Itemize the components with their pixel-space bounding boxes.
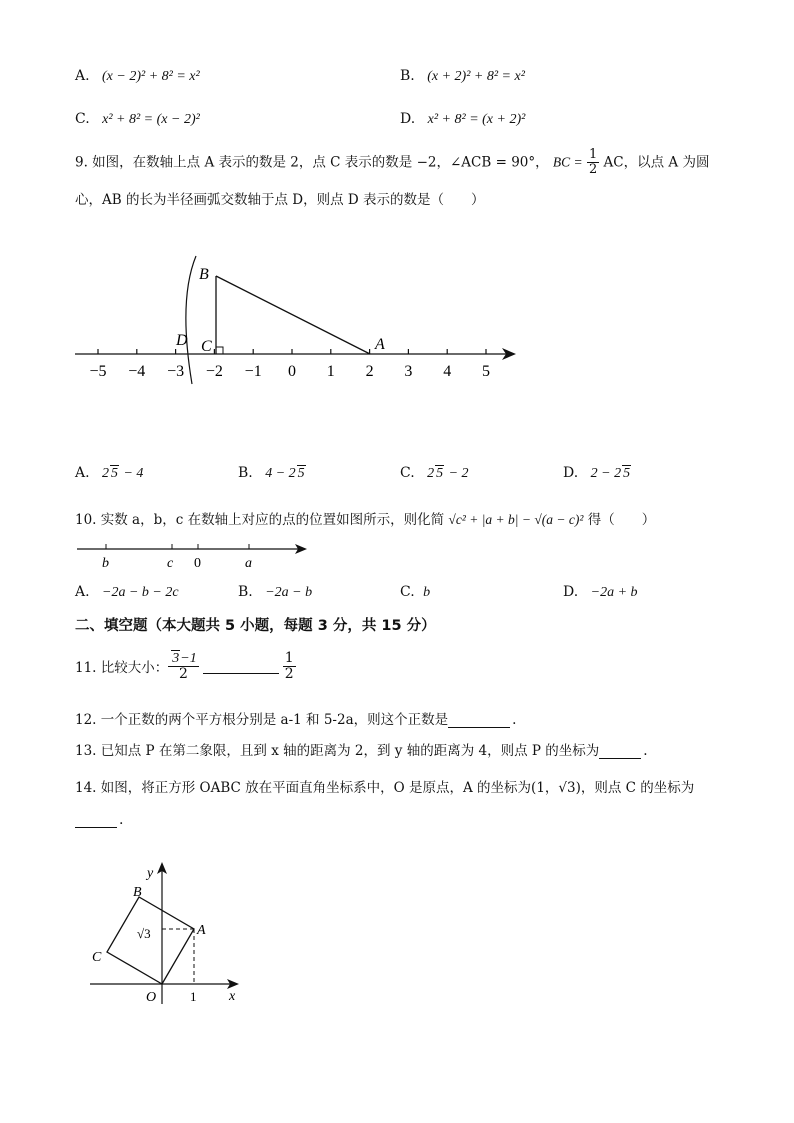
q8-option-d (400, 111, 525, 128)
q9-stem-line1 (75, 148, 709, 178)
q8-option-c (75, 111, 200, 128)
option-pre: 2 (102, 466, 110, 481)
q12-answer-blank[interactable] (448, 713, 510, 728)
label-c: C (201, 338, 212, 355)
label-o: O (146, 990, 157, 1005)
numerator-rest: −1 (180, 651, 197, 666)
q14-answer-blank[interactable] (75, 813, 117, 828)
label-b: B (199, 266, 209, 283)
q9-text-bc: BC = (552, 154, 583, 170)
option-label: B. (238, 465, 253, 481)
tick-label: 3 (404, 363, 413, 380)
option-expression: b (423, 585, 431, 600)
radicand: 3 (172, 651, 180, 666)
tick-label: 1 (326, 363, 335, 380)
option-label: C. (400, 465, 415, 481)
denominator: 2 (179, 666, 188, 683)
option-label: B. (400, 68, 415, 84)
option-label: D. (400, 111, 416, 127)
radicand: 5 (297, 466, 305, 481)
option-label: A. (75, 584, 90, 600)
option-expression: (x + 2)² + 8² = x² (427, 69, 525, 84)
q9-number-line-figure (70, 250, 530, 390)
q11-left-fraction (168, 650, 198, 683)
label-b: B (133, 885, 142, 900)
q13-text: 13. 已知点 P 在第二象限，且到 x 轴的距离为 2，到 y 轴的距离为 4，则点 P 的坐标为 (75, 743, 600, 759)
option-expression: −2a − b − 2c (102, 585, 179, 600)
q14-answer-line (75, 812, 123, 828)
q11-answer-blank[interactable] (203, 659, 279, 674)
q9-text-b: AC，以点 A 为圆 (603, 154, 710, 171)
label-sqrt3: √3 (137, 926, 151, 941)
arc (186, 256, 196, 384)
q9-option-a (75, 465, 143, 482)
radicand: 5 (436, 466, 444, 481)
q11-stem (75, 650, 296, 683)
q9-stem-line2 (75, 188, 484, 208)
option-post: − 2 (448, 466, 469, 481)
q10-option-d (563, 584, 638, 601)
option-expression: x² + 8² = (x − 2)² (102, 112, 200, 127)
section-heading: 二、填空题（本大题共 5 小题，每题 3 分，共 15 分） (75, 618, 436, 634)
q11-right-fraction (283, 651, 296, 683)
label-y: y (147, 866, 154, 881)
q11-text: 11. 比较大小： (75, 660, 169, 677)
q14-end: . (119, 812, 124, 828)
label-d: D (176, 332, 188, 349)
q12-text: 12. 一个正数的两个平方根分别是 a-1 和 5-2a，则这个正数是 (75, 712, 449, 728)
tick-label: −1 (244, 363, 262, 380)
q10-stem (75, 508, 655, 528)
label-a: A (375, 336, 385, 353)
label-x: x (229, 989, 236, 1004)
q14-stem (75, 776, 694, 796)
option-label: B. (238, 584, 253, 600)
option-label: C. (75, 111, 90, 127)
option-post: − 4 (123, 466, 144, 481)
label-a: A (197, 923, 206, 938)
q13-stem (75, 739, 648, 759)
q8-option-b (400, 68, 525, 85)
tick-label: 5 (482, 363, 490, 380)
tick-label: 4 (443, 363, 452, 380)
q9-fraction (587, 148, 599, 178)
label-a: a (245, 556, 252, 571)
option-label: D. (563, 584, 579, 600)
q10-expression: √c² + |a + b| − √(a − c)² (448, 512, 584, 527)
label-c: C (92, 950, 102, 965)
option-expression: −2a + b (590, 585, 638, 600)
option-label: A. (75, 68, 90, 84)
option-expression: −2a − b (265, 585, 313, 600)
radicand: 5 (111, 466, 119, 481)
tick-label: −3 (167, 363, 185, 380)
tick-label: 0 (288, 363, 296, 380)
numerator: 1 (284, 649, 294, 666)
q9-text-a: 9. 如图，在数轴上点 A 表示的数是 2，点 C 表示的数是 −2，∠ACB = 90°， (75, 154, 549, 171)
q14-text: 14. 如图，将正方形 OABC 放在平面直角坐标系中，O 是原点，A 的坐标为(1，√3)，则点 C 的坐标为 (75, 780, 695, 796)
label-c: c (167, 556, 174, 571)
q13-answer-blank[interactable] (599, 744, 641, 759)
numerator (168, 650, 198, 667)
option-pre: 2 (427, 466, 435, 481)
numerator: 1 (588, 147, 598, 162)
denominator: 2 (588, 162, 598, 178)
label-b: b (102, 556, 109, 571)
option-pre: 2 − 2 (590, 466, 622, 481)
label-zero: 0 (194, 556, 201, 571)
q10-option-a (75, 584, 179, 601)
q10-text-end: 得（ ） (587, 512, 656, 528)
tick-label: −2 (205, 363, 223, 380)
q10-number-line (75, 538, 315, 574)
label-one: 1 (190, 989, 197, 1004)
segment-ab (216, 276, 370, 354)
q12-stem (75, 708, 516, 728)
option-label: A. (75, 465, 90, 481)
tick-label: −5 (89, 363, 107, 380)
q9-option-b (238, 465, 306, 482)
tick-label: −4 (128, 363, 146, 380)
radicand: 5 (623, 466, 631, 481)
option-label: C. (400, 584, 415, 600)
right-angle-mark (216, 347, 223, 354)
tick-label: 2 (365, 363, 374, 380)
option-label: D. (563, 465, 579, 481)
q9-option-d (563, 465, 631, 482)
q10-text: 10. 实数 a，b，c 在数轴上对应的点的位置如图所示，则化简 (75, 512, 445, 528)
q13-end: . (643, 743, 648, 759)
q12-end: . (512, 712, 517, 728)
q10-option-b (238, 584, 312, 601)
denominator: 2 (284, 665, 294, 682)
option-expression: (x − 2)² + 8² = x² (102, 69, 200, 84)
q9-text-line2: 心，AB 的长为半径画弧交数轴于点 D，则点 D 表示的数是（ ） (75, 192, 485, 208)
option-expression: x² + 8² = (x + 2)² (427, 112, 526, 127)
option-pre: 4 − 2 (265, 466, 296, 481)
q9-option-c (400, 465, 469, 482)
q10-option-c (400, 584, 430, 601)
q14-coordinate-figure (85, 860, 255, 1010)
q8-option-a (75, 68, 200, 85)
